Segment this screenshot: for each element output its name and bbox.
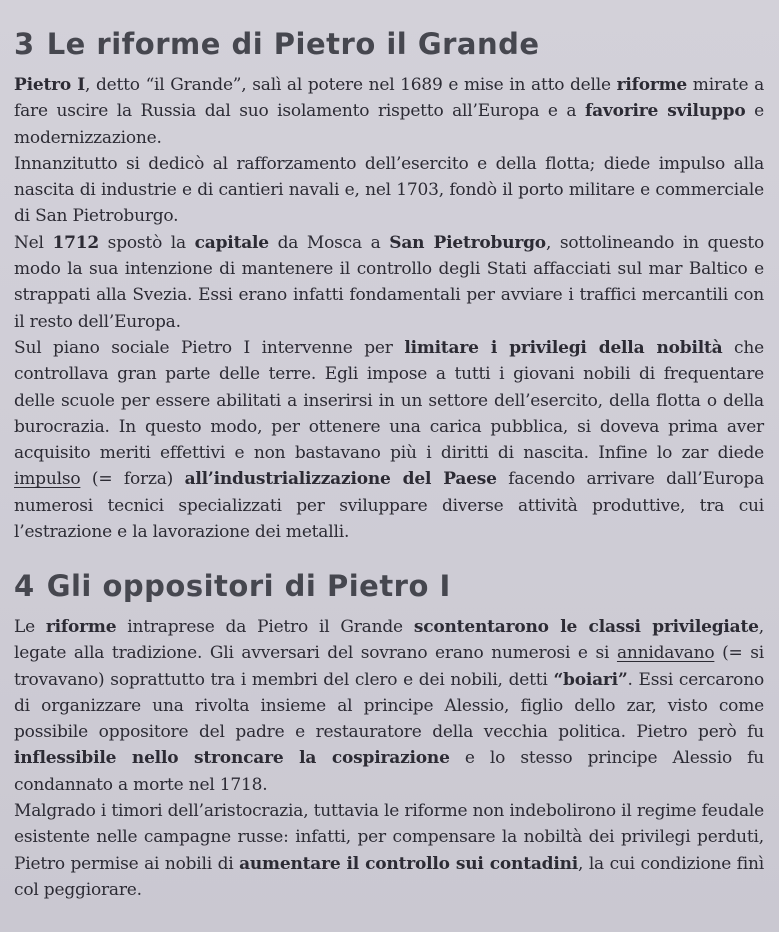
bold-text: riforme [45, 617, 117, 637]
bold-text: riforme [616, 75, 688, 95]
section-3-number: 3 [14, 27, 35, 61]
underlined-text: annidavano [616, 643, 715, 664]
text-run: e modernizzazione. [14, 101, 764, 148]
bold-text: all’industrializzazione del Paese [184, 469, 497, 490]
bold-text: favorire sviluppo [584, 101, 746, 122]
section-4-number: 4 [14, 569, 35, 603]
section-4-title: Gli oppositori di Pietro I [46, 569, 451, 603]
bold-text: inflessibile nello stroncare la cospirazione [14, 748, 450, 769]
text-run: intraprese da Pietro il Grande [116, 617, 414, 637]
bold-text: capitale [194, 232, 269, 253]
bold-text: limitare i privilegi della nobiltà [404, 337, 723, 358]
text-run: che controllava gran parte delle terre. Egli impose a tutti i giovani nobili di frequentare delle scuole per essere abilitati a inserirsi in un settore dell’esercito, della flotta o della burocrazia. In questo modo, per ottenere una carica pubblica, si doveva prima aver acquisito meriti effettivi e non bastavano più i diritti di nascita. Infine lo zar diede [14, 337, 764, 464]
section-4-body [14, 614, 764, 903]
text-run: , sottolineando in questo modo la sua intenzione di mantenere il controllo degli Stati affacciati sul mar Baltico e strappati alla Svezia. Essi erano infatti fondamentali per avviare i traffici mercantili con il resto dell’Europa. [14, 232, 765, 332]
underlined-text: impulso [14, 469, 81, 490]
text-run: (= si trovavano) soprattutto tra i membri del clero e dei nobili, detti [14, 643, 764, 690]
section-4-heading [14, 568, 764, 604]
text-run: spostò la [98, 232, 195, 253]
section-4 [14, 568, 764, 903]
paragraph [14, 614, 764, 798]
paragraph [14, 230, 764, 335]
text-run: , la cui condizione finì col peggiorare. [14, 853, 764, 900]
section-3-heading [14, 26, 764, 62]
text-run: Malgrado i timori dell’aristocrazia, tuttavia le riforme non indebolirono il regime feudale esistente nelle campagne russe: infatti, per compensare la nobiltà dei privilegi perduti, Pietro permise ai nobili di [14, 801, 764, 874]
text-run: facendo arrivare dall’Europa numerosi tecnici specializzati per sviluppare diverse attività produttive, tra cui l’estrazione e la lavorazione dei metalli. [14, 469, 764, 543]
bold-text: scontentarono le classi privilegiate [413, 617, 759, 637]
text-run: , legate alla tradizione. Gli avversari del sovrano erano numerosi e si [14, 617, 764, 664]
text-run: mirate a fare uscire la Russia dal suo isolamento rispetto all’Europa e a [14, 75, 764, 122]
paragraph [14, 798, 764, 903]
text-run: (= forza) [80, 469, 185, 490]
bold-text: 1712 [52, 232, 99, 253]
section-3-title: Le riforme di Pietro il Grande [46, 27, 540, 61]
text-run: Innanzitutto si dedicò al rafforzamento dell’esercito e della flotta; diede impulso alla nascita di industrie e di cantieri navali e, nel 1703, fondò il porto militare e commerciale di San Pietroburgo. [14, 153, 764, 227]
bold-text: aumentare il controllo sui contadini [239, 853, 579, 874]
text-run: Le [14, 617, 46, 637]
text-run: . Essi cercarono di organizzare una rivolta insieme al principe Alessio, figlio dello zar, visto come possibile oppositore del padre e restauratore della vecchia politica. Pietro però fu [14, 669, 764, 743]
bold-text: Pietro I [14, 75, 86, 95]
text-run: Sul piano sociale Pietro I intervenne per [14, 337, 405, 358]
text-run: Nel [14, 232, 53, 253]
section-3-body [14, 72, 764, 545]
bold-text: “boiari” [553, 669, 628, 690]
paragraph [14, 335, 764, 545]
text-run: , detto “il Grande”, salì al potere nel 1689 e mise in atto delle [85, 75, 617, 95]
text-run: e lo stesso principe Alessio fu condannato a morte nel 1718. [14, 748, 764, 795]
section-3 [14, 26, 764, 545]
paragraph [14, 72, 764, 151]
bold-text: San Pietroburgo [389, 232, 546, 253]
text-run: da Mosca a [268, 232, 390, 253]
paragraph [14, 151, 764, 230]
